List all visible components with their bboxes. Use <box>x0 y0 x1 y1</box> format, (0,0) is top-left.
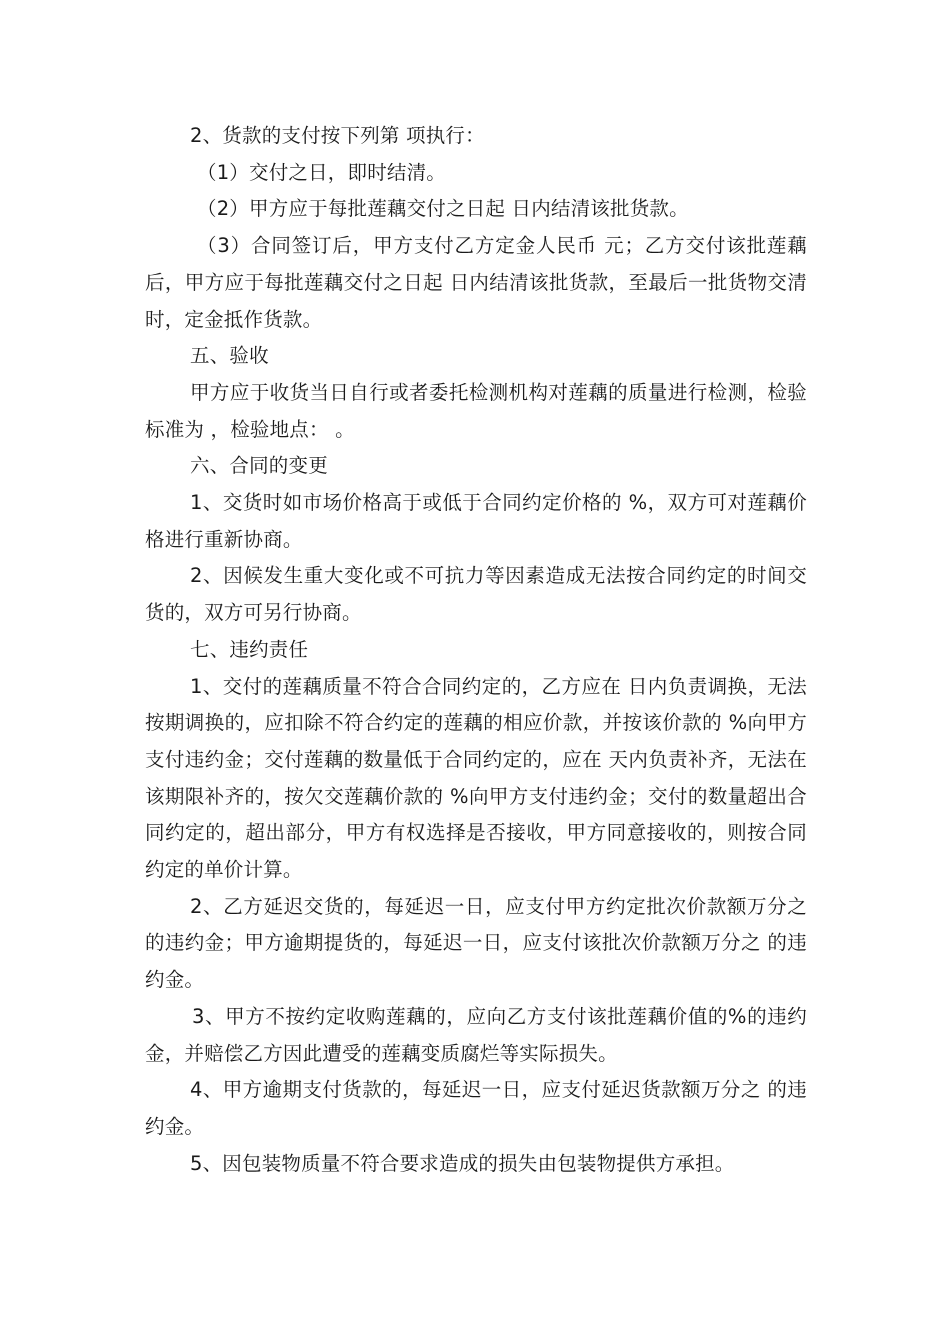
payment-option-1: （1）交付之日，即时结清。 <box>197 160 447 184</box>
section-heading-acceptance: 五、验收 <box>190 344 269 368</box>
acceptance-clause: 甲方应于收货当日自行或者委托检测机构对莲藕的质量进行检测，检验标准为 ，检验地点： 。 <box>145 380 807 441</box>
section-heading-contract-change: 六、合同的变更 <box>190 454 328 478</box>
liability-clause-3: 3、甲方不按约定收购莲藕的，应向乙方支付该批莲藕价值的%的违约金，并赔偿乙方因此遭受的莲藕变质腐烂等实际损失。 <box>145 1004 807 1065</box>
contract-change-clause-1: 1、交货时如市场价格高于或低于合同约定价格的 %，双方可对莲藕价格进行重新协商。 <box>145 491 807 551</box>
payment-method-clause: 2、货款的支付按下列第 项执行： <box>190 124 485 147</box>
liability-clause-1: 1、交付的莲藕质量不符合合同约定的，乙方应在 日内负责调换，无法按期调换的，应扣除不符合约定的莲藕的相应价款，并按该价款的 %向甲方支付违约金；交付莲藕的数量低于合同约定的，应在 天内负责补齐，无法在该期限补齐的，按欠交莲藕价款的 %向甲方支付违约金；交付的数量超出合同约定的，超出部分，甲方有权选择是否接收，甲方同意接收的，则按合同约定的单价计算。 <box>145 674 807 882</box>
payment-option-2: （2）甲方应于每批莲藕交付之日起 日内结清该批货款。 <box>197 197 689 221</box>
payment-option-3: （3）合同签订后，甲方支付乙方定金人民币 元；乙方交付该批莲藕后，甲方应于每批莲藕交付之日起 日内结清该批货款，至最后一批货物交清时，定金抵作货款。 <box>145 234 807 331</box>
contract-change-clause-2: 2、因候发生重大变化或不可抗力等因素造成无法按合同约定的时间交货的，双方可另行协商。 <box>145 564 807 625</box>
liability-clause-4: 4、甲方逾期支付货款的，每延迟一日，应支付延迟货款额万分之 的违约金。 <box>145 1078 807 1138</box>
section-heading-liability: 七、违约责任 <box>190 637 309 661</box>
liability-clause-5: 5、因包装物质量不符合要求造成的损失由包装物提供方承担。 <box>190 1151 735 1175</box>
liability-clause-2: 2、乙方延迟交货的，每延迟一日，应支付甲方约定批次价款额万分之 的违约金；甲方逾期提货的，每延迟一日，应支付该批次价款额万分之 的违约金。 <box>145 894 807 992</box>
document-body <box>145 118 807 1182</box>
